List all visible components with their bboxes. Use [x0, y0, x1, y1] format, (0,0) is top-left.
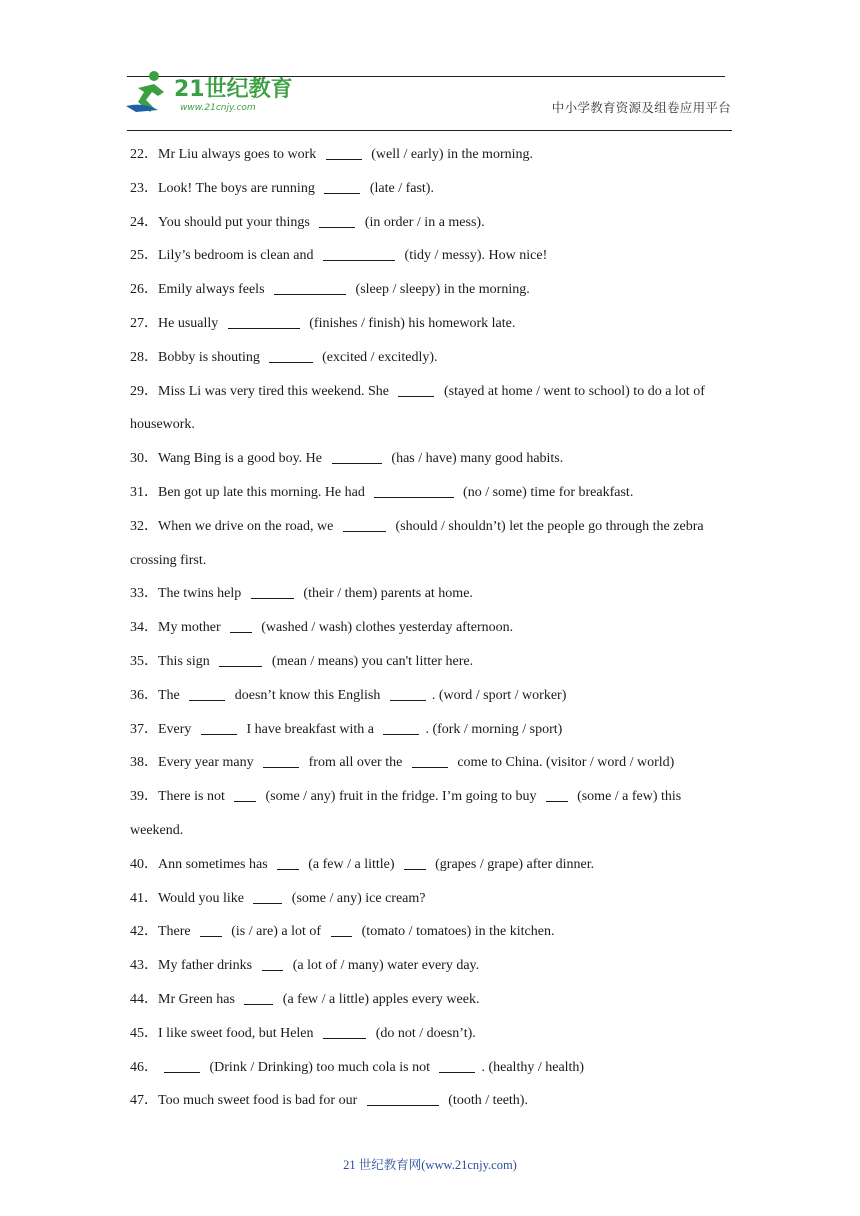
question-text: (stayed at home / went to school) to do a lot of housework.: [130, 383, 705, 433]
answer-blank[interactable]: [251, 597, 294, 599]
answer-blank[interactable]: [324, 192, 360, 194]
question-text: When we drive on the road, we: [158, 518, 337, 534]
answer-blank[interactable]: [201, 733, 237, 735]
question-text: (well / early) in the morning.: [367, 147, 533, 162]
answer-blank[interactable]: [404, 868, 426, 870]
question-text: Would you like: [158, 890, 248, 906]
site-logo[interactable]: [124, 66, 294, 118]
question-item: [130, 949, 732, 983]
question-text: (late / fast).: [366, 180, 434, 196]
question-item: [130, 882, 732, 916]
question-text: Miss Li was very tired this weekend. She: [158, 383, 393, 399]
question-number: 42．: [130, 924, 158, 940]
answer-blank[interactable]: [230, 631, 252, 633]
question-number: 26．: [130, 282, 158, 298]
question-text: (mean / means) you can't litter here.: [268, 653, 474, 669]
question-item: [130, 1051, 732, 1085]
question-text: (tidy / messy). How nice!: [401, 248, 548, 264]
question-item: [130, 476, 732, 510]
answer-blank[interactable]: [374, 496, 453, 498]
question-text: (excited / excitedly).: [318, 349, 438, 365]
question-text: Every year many: [158, 755, 258, 771]
question-item: [130, 1017, 732, 1051]
question-number: 33．: [130, 586, 158, 602]
question-number: 39．: [130, 789, 158, 805]
answer-blank[interactable]: [398, 395, 434, 397]
question-text: (some / a few) this weekend.: [130, 789, 682, 838]
answer-blank[interactable]: [262, 969, 284, 971]
question-text: (their / them) parents at home.: [299, 586, 473, 602]
answer-blank[interactable]: [390, 699, 426, 701]
question-text: come to China. (visitor / word / world): [453, 755, 675, 771]
question-text: (no / some) time for breakfast.: [459, 484, 634, 500]
answer-blank[interactable]: [383, 733, 419, 735]
answer-blank[interactable]: [164, 1071, 200, 1073]
question-text: My mother: [158, 620, 225, 636]
question-number: 47．: [130, 1093, 158, 1109]
question-text: from all over the: [305, 755, 406, 771]
question-number: 38．: [130, 755, 158, 771]
answer-blank[interactable]: [244, 1003, 273, 1005]
question-item: [130, 341, 732, 375]
question-text: This sign: [158, 653, 214, 669]
question-text: (a few / a little): [304, 856, 399, 872]
question-list: [130, 138, 732, 1118]
question-number: 24．: [130, 214, 158, 230]
runner-icon: [126, 71, 164, 112]
question-text: Too much sweet food is bad for our: [158, 1093, 361, 1109]
question-item: [130, 239, 732, 273]
question-number: 45．: [130, 1025, 158, 1041]
answer-blank[interactable]: [234, 800, 256, 802]
question-text: (Drink / Drinking) too much cola is not: [206, 1059, 434, 1075]
logo-text: 21世纪教育: [174, 77, 293, 102]
question-text: Emily always feels: [158, 282, 269, 298]
question-text: . (healthy / health): [481, 1059, 585, 1075]
question-number: 41．: [130, 890, 158, 906]
answer-blank[interactable]: [263, 766, 299, 768]
question-text: (finishes / finish) his homework late.: [305, 315, 516, 331]
question-text: (is / are) a lot of: [227, 924, 325, 940]
question-text: Bobby is shouting: [158, 349, 264, 365]
question-number: 34．: [130, 620, 158, 636]
question-item: [130, 273, 732, 307]
question-text: Ben got up late this morning. He had: [158, 484, 369, 500]
answer-blank[interactable]: [319, 226, 355, 228]
question-text: doesn’t know this English: [231, 687, 384, 703]
question-text: (tooth / teeth).: [444, 1093, 528, 1109]
question-text: Ann sometimes has: [158, 856, 272, 872]
question-item: [130, 915, 732, 949]
question-text: (some / any) ice cream?: [288, 890, 426, 906]
answer-blank[interactable]: [200, 935, 222, 937]
answer-blank[interactable]: [269, 361, 312, 363]
question-number: 35．: [130, 653, 158, 669]
question-text: There is not: [158, 789, 229, 805]
header-bottom-rule: [127, 130, 732, 131]
logo-url: www.21cnjy.com: [180, 103, 256, 113]
question-number: 43．: [130, 958, 158, 974]
question-item: [130, 577, 732, 611]
question-text: Every: [158, 721, 195, 737]
answer-blank[interactable]: [412, 766, 448, 768]
question-number: 31．: [130, 484, 158, 500]
question-text: (washed / wash) clothes yesterday afternoon.: [257, 620, 514, 636]
question-number: 36．: [130, 687, 158, 703]
question-text: (a few / a little) apples every week.: [279, 991, 480, 1007]
answer-blank[interactable]: [228, 327, 300, 329]
question-text: Lily’s bedroom is clean and: [158, 248, 318, 264]
question-text: (in order / in a mess).: [361, 214, 485, 230]
answer-blank[interactable]: [253, 902, 282, 904]
question-text: You should put your things: [158, 214, 314, 230]
question-number: 28．: [130, 349, 158, 365]
question-item: [130, 1084, 732, 1118]
answer-blank[interactable]: [326, 158, 362, 160]
question-item: [130, 780, 732, 848]
question-item: [130, 375, 732, 443]
question-text: (do not / doesn’t).: [372, 1025, 476, 1041]
question-text: There: [158, 924, 195, 940]
question-text: I have breakfast with a: [242, 721, 378, 737]
answer-blank[interactable]: [277, 868, 299, 870]
question-item: [130, 172, 732, 206]
question-number: 27．: [130, 315, 158, 331]
question-text: I like sweet food, but Helen: [158, 1025, 318, 1041]
question-text: He usually: [158, 315, 222, 331]
question-text: Mr Liu always goes to work: [158, 147, 320, 162]
question-number: 23．: [130, 180, 158, 196]
question-number: 46．: [130, 1059, 158, 1075]
question-number: 22．: [130, 147, 158, 162]
question-text: . (word / sport / worker): [431, 687, 567, 703]
question-item: [130, 442, 732, 476]
header-tagline: 中小学教育资源及组卷应用平台: [551, 100, 731, 115]
question-text: (should / shouldn’t) let the people go through the zebra crossing first.: [130, 518, 704, 568]
question-item: [130, 206, 732, 240]
question-number: 37．: [130, 721, 158, 737]
question-item: [130, 611, 732, 645]
question-item: [130, 679, 732, 713]
question-text: Wang Bing is a good boy. He: [158, 451, 326, 467]
question-text: (some / any) fruit in the fridge. I’m going to buy: [261, 789, 540, 805]
question-item: [130, 713, 732, 747]
question-item: [130, 848, 732, 882]
question-number: 32．: [130, 518, 158, 534]
question-number: 40．: [130, 856, 158, 872]
answer-blank[interactable]: [219, 665, 262, 667]
answer-blank[interactable]: [367, 1104, 439, 1106]
answer-blank[interactable]: [323, 259, 395, 261]
answer-blank[interactable]: [331, 935, 353, 937]
footer-text[interactable]: 21 世纪教育网(www.21cnjy.com): [343, 1158, 517, 1172]
question-text: The twins help: [158, 586, 245, 602]
question-item: [130, 138, 732, 172]
question-item: [130, 746, 732, 780]
answer-blank[interactable]: [343, 530, 386, 532]
question-number: 44．: [130, 991, 158, 1007]
answer-blank[interactable]: [332, 462, 382, 464]
question-text: (grapes / grape) after dinner.: [431, 856, 595, 872]
answer-blank[interactable]: [439, 1071, 475, 1073]
question-text: My father drinks: [158, 958, 256, 974]
question-text: The: [158, 687, 184, 703]
question-text: (tomato / tomatoes) in the kitchen.: [358, 924, 555, 940]
answer-blank[interactable]: [323, 1037, 366, 1039]
answer-blank[interactable]: [546, 800, 568, 802]
question-text: (a lot of / many) water every day.: [289, 958, 480, 974]
question-text: Mr Green has: [158, 991, 239, 1007]
question-item: [130, 645, 732, 679]
question-text: (has / have) many good habits.: [387, 451, 564, 467]
question-item: [130, 307, 732, 341]
question-number: 30．: [130, 451, 158, 467]
question-text: (sleep / sleepy) in the morning.: [352, 282, 530, 298]
question-number: 29．: [130, 383, 158, 399]
question-text: Look! The boys are running: [158, 180, 319, 196]
question-item: [130, 983, 732, 1017]
question-item: [130, 510, 732, 578]
answer-blank[interactable]: [274, 293, 346, 295]
question-number: 25．: [130, 248, 158, 264]
question-text: . (fork / morning / sport): [425, 721, 563, 737]
answer-blank[interactable]: [189, 699, 225, 701]
